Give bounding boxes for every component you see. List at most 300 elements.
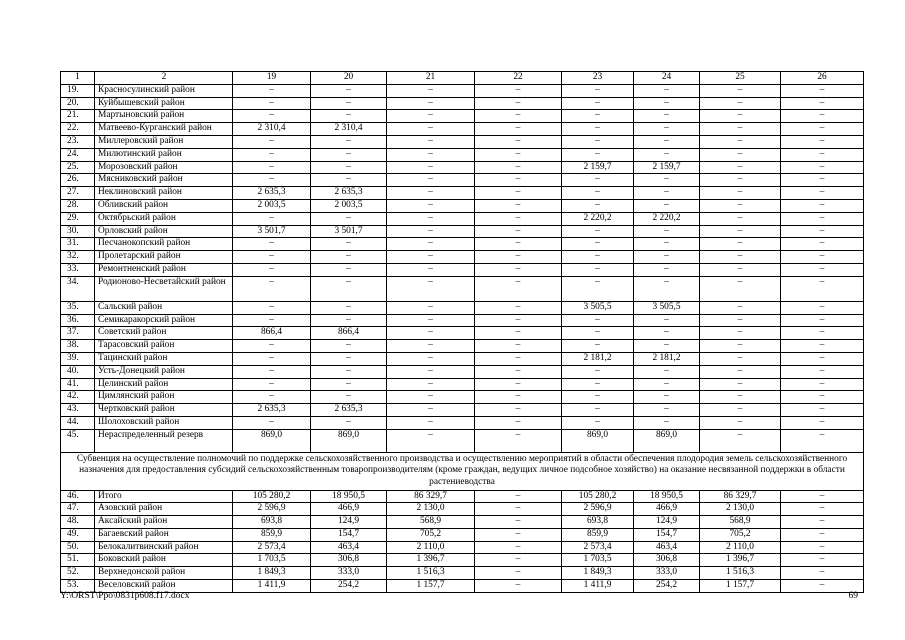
row-number-cell: 22. [61, 123, 95, 136]
value-cell: 866,4 [233, 327, 311, 340]
row-number-cell: 30. [61, 225, 95, 238]
value-cell: – [700, 352, 781, 365]
value-cell: 306,8 [634, 554, 700, 567]
value-cell: 2 635,3 [311, 187, 387, 200]
value-cell: 568,9 [387, 516, 475, 529]
district-name-cell: Шолоховский район [95, 416, 233, 429]
value-cell: – [311, 161, 387, 174]
value-cell: 86 329,7 [700, 490, 781, 503]
table-row [61, 416, 864, 429]
value-cell: – [233, 135, 311, 148]
table-row [61, 352, 864, 365]
value-cell: – [700, 365, 781, 378]
table-row [61, 503, 864, 516]
table-row [61, 187, 864, 200]
value-cell: – [700, 301, 781, 314]
row-number-cell: 33. [61, 263, 95, 276]
value-cell: – [475, 301, 562, 314]
value-cell: – [700, 263, 781, 276]
value-cell: – [634, 263, 700, 276]
value-cell: – [311, 263, 387, 276]
value-cell: – [634, 251, 700, 264]
value-cell: 1 849,3 [562, 567, 634, 580]
column-number-header: 21 [387, 72, 475, 85]
value-cell: 463,4 [634, 541, 700, 554]
value-cell: – [387, 174, 475, 187]
row-number-cell: 47. [61, 503, 95, 516]
row-number-cell: 39. [61, 352, 95, 365]
value-cell: – [475, 251, 562, 264]
table-row [61, 148, 864, 161]
table-row [61, 97, 864, 110]
value-cell: – [634, 174, 700, 187]
value-cell: – [387, 404, 475, 417]
value-cell: – [387, 416, 475, 429]
value-cell: 859,9 [562, 528, 634, 541]
value-cell: – [781, 225, 864, 238]
table-row [61, 528, 864, 541]
value-cell: – [562, 123, 634, 136]
district-name-cell: Семикаракорский район [95, 314, 233, 327]
section-title: Субвенция на осуществление полномочий по поддержке сельскохозяйственного производства и осуществлению мероприятий в области обеспечения плодородия земель сельскохозяйственного назначения для предоставления субсидий сельскохозяйственным товаропроизводителям (кроме граждан, ведущих личное подсобное хозяйство) на оказание несвязанной поддержки в области растениеводства [61, 452, 864, 490]
value-cell: 866,4 [311, 327, 387, 340]
value-cell: – [700, 340, 781, 353]
value-cell: – [781, 263, 864, 276]
district-name-cell: Тацинский район [95, 352, 233, 365]
value-cell: – [562, 314, 634, 327]
value-cell: – [781, 416, 864, 429]
table-row [61, 340, 864, 353]
value-cell: 124,9 [634, 516, 700, 529]
value-cell: – [311, 276, 387, 301]
value-cell: 1 703,5 [562, 554, 634, 567]
value-cell: – [781, 340, 864, 353]
table-row [61, 225, 864, 238]
value-cell: – [475, 276, 562, 301]
value-cell: – [233, 84, 311, 97]
column-number-header: 1 [61, 72, 95, 85]
value-cell: – [311, 301, 387, 314]
value-cell: – [700, 212, 781, 225]
value-cell: 466,9 [634, 503, 700, 516]
district-name-cell: Аксайский район [95, 516, 233, 529]
value-cell: – [475, 97, 562, 110]
table-row [61, 378, 864, 391]
value-cell: – [233, 365, 311, 378]
district-name-cell: Красносулинский район [95, 84, 233, 97]
table-row [61, 541, 864, 554]
row-number-cell: 26. [61, 174, 95, 187]
district-name-cell: Мясниковский район [95, 174, 233, 187]
value-cell: – [562, 416, 634, 429]
value-cell: – [475, 490, 562, 503]
value-cell: – [700, 416, 781, 429]
row-number-cell: 53. [61, 580, 95, 593]
value-cell: 1 157,7 [387, 580, 475, 593]
value-cell: – [387, 199, 475, 212]
value-cell: – [475, 416, 562, 429]
value-cell: – [233, 174, 311, 187]
value-cell: – [233, 238, 311, 251]
value-cell: – [781, 503, 864, 516]
row-number-cell: 40. [61, 365, 95, 378]
value-cell: 3 501,7 [311, 225, 387, 238]
row-number-cell: 52. [61, 567, 95, 580]
row-number-cell: 20. [61, 97, 95, 110]
column-number-header: 20 [311, 72, 387, 85]
column-number-header: 24 [634, 72, 700, 85]
value-cell: – [311, 97, 387, 110]
value-cell: – [781, 314, 864, 327]
value-cell: – [781, 554, 864, 567]
value-cell: – [475, 503, 562, 516]
district-name-cell: Чертковский район [95, 404, 233, 417]
table-row [61, 391, 864, 404]
value-cell: – [562, 148, 634, 161]
row-number-cell: 38. [61, 340, 95, 353]
value-cell: – [311, 135, 387, 148]
row-number-cell: 43. [61, 404, 95, 417]
value-cell: – [233, 161, 311, 174]
value-cell: – [781, 174, 864, 187]
value-cell: – [562, 378, 634, 391]
value-cell: – [475, 340, 562, 353]
value-cell: – [634, 378, 700, 391]
value-cell: – [700, 276, 781, 301]
district-name-cell: Азовский район [95, 503, 233, 516]
value-cell: – [387, 301, 475, 314]
value-cell: – [475, 212, 562, 225]
table-row [61, 276, 864, 301]
value-cell: – [475, 110, 562, 123]
value-cell: – [311, 110, 387, 123]
district-name-cell: Родионово-Несветайский район [95, 276, 233, 301]
value-cell: – [781, 528, 864, 541]
district-name-cell: Белокалитвинский район [95, 541, 233, 554]
value-cell: 105 280,2 [562, 490, 634, 503]
value-cell: – [387, 263, 475, 276]
value-cell: 2 110,0 [387, 541, 475, 554]
value-cell: – [562, 404, 634, 417]
table-row [61, 567, 864, 580]
value-cell: – [781, 161, 864, 174]
value-cell: – [562, 187, 634, 200]
row-number-cell: 35. [61, 301, 95, 314]
value-cell: 693,8 [562, 516, 634, 529]
value-cell: – [634, 123, 700, 136]
value-cell: 869,0 [634, 429, 700, 452]
footer-page-number: 69 [848, 591, 858, 601]
column-number-header: 25 [700, 72, 781, 85]
value-cell: – [387, 225, 475, 238]
column-number-header: 26 [781, 72, 864, 85]
value-cell: – [387, 365, 475, 378]
value-cell: – [700, 148, 781, 161]
value-cell: – [700, 84, 781, 97]
value-cell: 466,9 [311, 503, 387, 516]
value-cell: – [475, 123, 562, 136]
value-cell: 2 110,0 [700, 541, 781, 554]
value-cell: 2 596,9 [562, 503, 634, 516]
value-cell: – [781, 97, 864, 110]
value-cell: – [634, 416, 700, 429]
value-cell: – [233, 97, 311, 110]
value-cell: – [311, 352, 387, 365]
value-cell: – [700, 404, 781, 417]
value-cell: – [781, 123, 864, 136]
row-number-cell: 28. [61, 199, 95, 212]
value-cell: – [475, 554, 562, 567]
allocation-table [60, 71, 864, 593]
value-cell: – [700, 199, 781, 212]
value-cell: 859,9 [233, 528, 311, 541]
value-cell: – [311, 148, 387, 161]
value-cell: – [233, 110, 311, 123]
row-number-cell: 48. [61, 516, 95, 529]
table-row [61, 123, 864, 136]
value-cell: – [562, 251, 634, 264]
value-cell: – [475, 238, 562, 251]
value-cell: – [781, 541, 864, 554]
table-row [61, 263, 864, 276]
value-cell: – [700, 123, 781, 136]
value-cell: 869,0 [562, 429, 634, 452]
value-cell: 18 950,5 [634, 490, 700, 503]
value-cell: – [781, 276, 864, 301]
value-cell: 254,2 [311, 580, 387, 593]
value-cell: – [387, 327, 475, 340]
value-cell: – [387, 97, 475, 110]
value-cell: 463,4 [311, 541, 387, 554]
value-cell: – [233, 301, 311, 314]
value-cell: – [387, 123, 475, 136]
value-cell: – [634, 276, 700, 301]
district-name-cell: Октябрьский район [95, 212, 233, 225]
row-number-cell: 27. [61, 187, 95, 200]
value-cell: 2 220,2 [634, 212, 700, 225]
district-name-cell: Боковский район [95, 554, 233, 567]
value-cell: – [387, 212, 475, 225]
value-cell: – [475, 378, 562, 391]
row-number-cell: 24. [61, 148, 95, 161]
district-name-cell: Тарасовский район [95, 340, 233, 353]
value-cell: – [700, 314, 781, 327]
value-cell: – [387, 352, 475, 365]
value-cell: – [475, 541, 562, 554]
value-cell: 154,7 [634, 528, 700, 541]
value-cell: – [233, 276, 311, 301]
row-number-cell: 51. [61, 554, 95, 567]
value-cell: – [781, 199, 864, 212]
value-cell: – [387, 378, 475, 391]
value-cell: – [387, 110, 475, 123]
district-name-cell: Цимлянский район [95, 391, 233, 404]
value-cell: 2 635,3 [311, 404, 387, 417]
district-name-cell: Песчанокопский район [95, 238, 233, 251]
value-cell: – [700, 327, 781, 340]
value-cell: – [781, 567, 864, 580]
value-cell: 1 516,3 [387, 567, 475, 580]
value-cell: 2 003,5 [311, 199, 387, 212]
table-row [61, 84, 864, 97]
value-cell: 2 130,0 [387, 503, 475, 516]
footer-file-path: Y:\ORST\Ppo\0831p608.f17.docx [60, 591, 190, 601]
table-row [61, 174, 864, 187]
value-cell: 693,8 [233, 516, 311, 529]
value-cell: – [781, 110, 864, 123]
row-number-cell: 29. [61, 212, 95, 225]
table-row [61, 327, 864, 340]
value-cell: – [233, 263, 311, 276]
value-cell: – [781, 352, 864, 365]
column-number-header: 23 [562, 72, 634, 85]
value-cell: – [233, 148, 311, 161]
value-cell: – [781, 404, 864, 417]
value-cell: – [634, 404, 700, 417]
value-cell: – [700, 378, 781, 391]
table-row [61, 238, 864, 251]
value-cell: – [781, 251, 864, 264]
value-cell: – [634, 340, 700, 353]
row-number-cell: 34. [61, 276, 95, 301]
value-cell: – [781, 429, 864, 452]
district-name-cell: Ремонтненский район [95, 263, 233, 276]
value-cell: – [562, 327, 634, 340]
value-cell: – [700, 174, 781, 187]
table-row [61, 301, 864, 314]
value-cell: – [233, 416, 311, 429]
value-cell: – [562, 110, 634, 123]
value-cell: – [475, 429, 562, 452]
row-number-cell: 49. [61, 528, 95, 541]
value-cell: – [311, 238, 387, 251]
value-cell: 105 280,2 [233, 490, 311, 503]
value-cell: 2 310,4 [311, 123, 387, 136]
value-cell: – [387, 148, 475, 161]
value-cell: – [700, 429, 781, 452]
value-cell: 86 329,7 [387, 490, 475, 503]
value-cell: – [387, 251, 475, 264]
district-name-cell: Морозовский район [95, 161, 233, 174]
district-name-cell: Орловский район [95, 225, 233, 238]
value-cell: 2 220,2 [562, 212, 634, 225]
value-cell: 2 310,4 [233, 123, 311, 136]
value-cell: – [475, 352, 562, 365]
value-cell: – [562, 84, 634, 97]
value-cell: – [387, 276, 475, 301]
table-row [61, 110, 864, 123]
value-cell: – [700, 135, 781, 148]
value-cell: – [700, 391, 781, 404]
district-name-cell: Нераспределенный резерв [95, 429, 233, 452]
value-cell: – [311, 251, 387, 264]
value-cell: – [311, 391, 387, 404]
column-number-header-row [61, 72, 864, 85]
value-cell: 1 157,7 [700, 580, 781, 593]
value-cell: – [233, 378, 311, 391]
district-name-cell: Обливский район [95, 199, 233, 212]
value-cell: – [634, 199, 700, 212]
value-cell: – [311, 212, 387, 225]
value-cell: – [781, 135, 864, 148]
district-name-cell: Пролетарский район [95, 251, 233, 264]
value-cell: – [233, 391, 311, 404]
value-cell: – [562, 225, 634, 238]
value-cell: – [700, 225, 781, 238]
value-cell: – [233, 212, 311, 225]
district-name-cell: Целинский район [95, 378, 233, 391]
value-cell: 124,9 [311, 516, 387, 529]
value-cell: 2 596,9 [233, 503, 311, 516]
value-cell: 2 181,2 [634, 352, 700, 365]
value-cell: – [634, 391, 700, 404]
value-cell: – [387, 84, 475, 97]
value-cell: – [387, 429, 475, 452]
value-cell: – [781, 148, 864, 161]
value-cell: – [562, 391, 634, 404]
value-cell: – [562, 135, 634, 148]
value-cell: – [475, 148, 562, 161]
value-cell: 568,9 [700, 516, 781, 529]
value-cell: 1 396,7 [700, 554, 781, 567]
row-number-cell: 31. [61, 238, 95, 251]
value-cell: 1 703,5 [233, 554, 311, 567]
value-cell: – [387, 314, 475, 327]
value-cell: 869,0 [311, 429, 387, 452]
value-cell: – [781, 187, 864, 200]
value-cell: – [634, 84, 700, 97]
table-row [61, 554, 864, 567]
district-name-cell: Куйбышевский район [95, 97, 233, 110]
district-name-cell: Верхнедонской район [95, 567, 233, 580]
value-cell: 869,0 [233, 429, 311, 452]
value-cell: 2 635,3 [233, 187, 311, 200]
value-cell: – [475, 580, 562, 593]
value-cell: – [475, 161, 562, 174]
value-cell: – [781, 365, 864, 378]
value-cell: – [781, 84, 864, 97]
table-row [61, 135, 864, 148]
row-number-cell: 23. [61, 135, 95, 148]
value-cell: – [634, 97, 700, 110]
table-row [61, 516, 864, 529]
value-cell: – [311, 365, 387, 378]
district-name-cell: Мартыновский район [95, 110, 233, 123]
value-cell: – [387, 340, 475, 353]
district-name-cell: Усть-Донецкий район [95, 365, 233, 378]
district-name-cell: Неклиновский район [95, 187, 233, 200]
value-cell: – [781, 301, 864, 314]
value-cell: 705,2 [387, 528, 475, 541]
value-cell: – [387, 161, 475, 174]
value-cell: – [387, 391, 475, 404]
value-cell: 1 411,9 [562, 580, 634, 593]
value-cell: 18 950,5 [311, 490, 387, 503]
value-cell: 2 573,4 [562, 541, 634, 554]
value-cell: – [634, 225, 700, 238]
value-cell: – [475, 327, 562, 340]
value-cell: – [700, 187, 781, 200]
value-cell: – [781, 378, 864, 391]
row-number-cell: 41. [61, 378, 95, 391]
row-number-cell: 44. [61, 416, 95, 429]
district-name-cell: Милютинский район [95, 148, 233, 161]
row-number-cell: 37. [61, 327, 95, 340]
value-cell: – [700, 251, 781, 264]
row-number-cell: 36. [61, 314, 95, 327]
value-cell: – [781, 516, 864, 529]
value-cell: – [562, 97, 634, 110]
